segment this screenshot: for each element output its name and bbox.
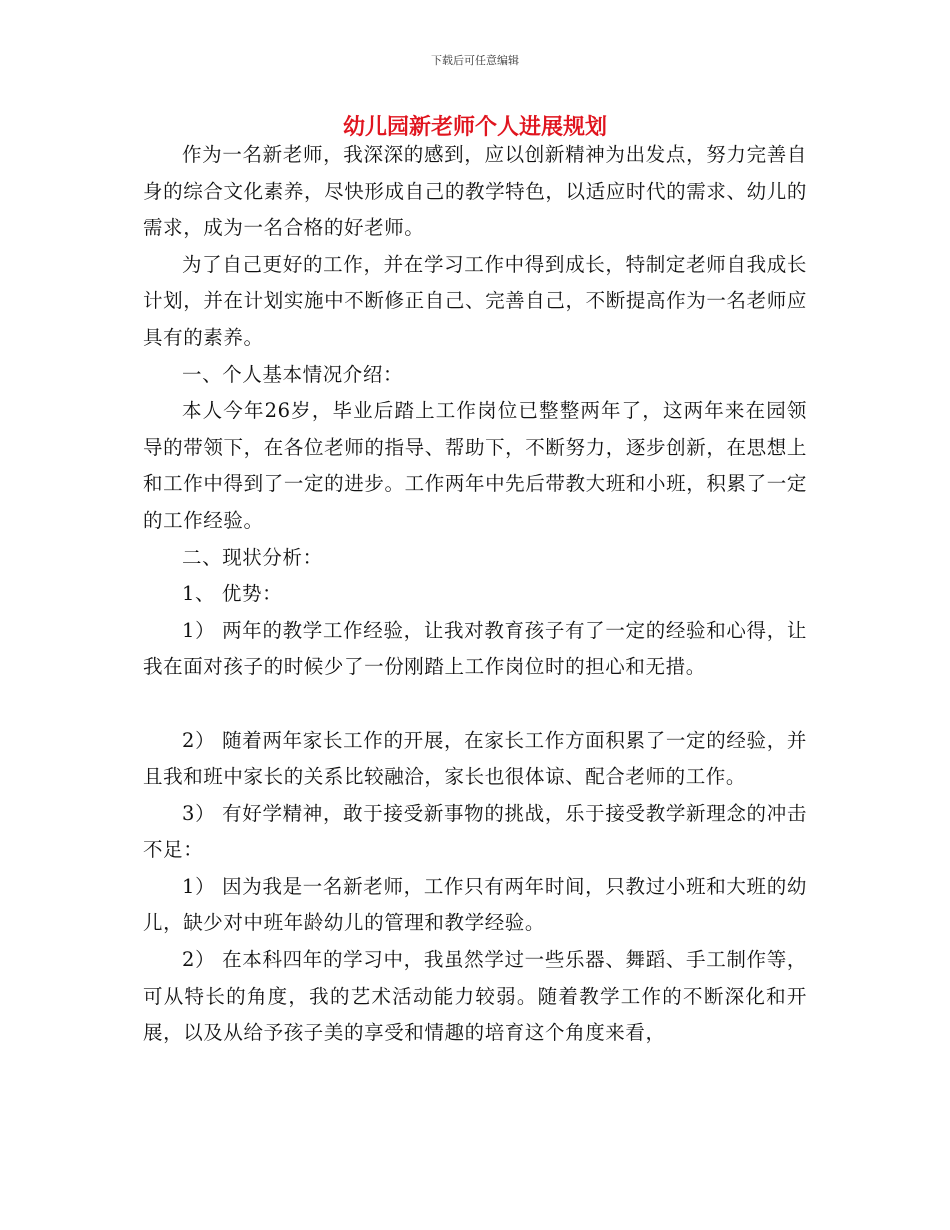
list-item-weakness-2: 2） 在本科四年的学习中，我虽然学过一些乐器、舞蹈、手工制作等，可从特长的角度，我的艺术活动能力较弱。随着教学工作的不断深化和开展，以及从给予孩子美的享受和情趣的培育这个角度来看， xyxy=(143,948,807,1045)
document-title: 幼儿园新老师个人进展规划 xyxy=(342,114,607,140)
paragraph-purpose: 为了自己更好的工作，并在学习工作中得到成长，特制定老师自我成长计划，并在计划实施中不断修正自己、完善自己，不断提高作为一名老师应具有的素养。 xyxy=(143,252,807,349)
document-body xyxy=(143,137,807,1052)
list-item-weakness-1: 1） 因为我是一名新老师，工作只有两年时间，只教过小班和大班的幼儿，缺少对中班年龄幼儿的管理和教学经验。 xyxy=(143,874,807,935)
list-item-strength-2: 2） 随着两年家长工作的开展，在家长工作方面积累了一定的经验，并且我和班中家长的关系比较融洽，家长也很体谅、配合老师的工作。 xyxy=(143,728,807,789)
list-item-strength-1: 1） 两年的教学工作经验，让我对教育孩子有了一定的经验和心得，让我在面对孩子的时候少了一份刚踏上工作岗位时的担心和无措。 xyxy=(143,618,807,679)
list-item-strength-3: 3） 有好学精神，敢于接受新事物的挑战，乐于接受教学新理念的冲击不足： xyxy=(143,801,807,862)
section-heading-basic-info: 一、个人基本情况介绍： xyxy=(182,362,404,386)
subheading-strengths: 1、 优势： xyxy=(182,582,283,606)
page-header-note: 下载后可任意编辑 xyxy=(431,54,519,67)
section-heading-analysis: 二、现状分析： xyxy=(182,545,323,569)
paragraph-basic-info: 本人今年26岁，毕业后踏上工作岗位已整整两年了，这两年来在园领导的带领下，在各位老师的指导、帮助下，不断努力，逐步创新，在思想上和工作中得到了一定的进步。工作两年中先后带教大班和小班，积累了一定的工作经验。 xyxy=(143,399,807,532)
paragraph-intro: 作为一名新老师，我深深的感到，应以创新精神为出发点，努力完善自身的综合文化素养，尽快形成自己的教学特色，以适应时代的需求、幼儿的需求，成为一名合格的好老师。 xyxy=(143,143,807,240)
